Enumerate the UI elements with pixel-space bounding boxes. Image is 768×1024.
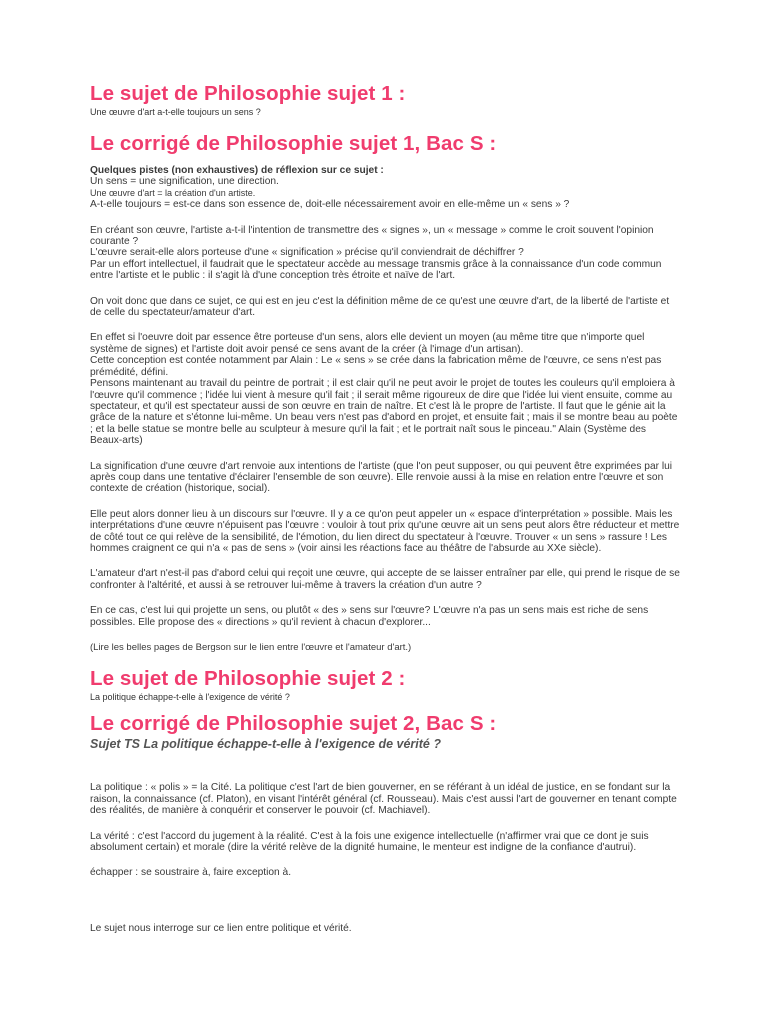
correction-2-subtitle: Sujet TS La politique échappe-t-elle à l'exigence de vérité ? bbox=[90, 737, 441, 752]
paragraph: Une œuvre d'art = la création d'un artiste. bbox=[90, 187, 256, 198]
paragraph: En effet si l'oeuvre doit par essence être porteuse d'un sens, alors elle devient un moyen (au même titre que n'importe quel système de signes) et l'artiste doit avoir pensé ce sens avant de la créer (à l'image d'un artisan). bbox=[90, 332, 645, 355]
correction-2-heading: Le corrigé de Philosophie sujet 2, Bac S : bbox=[90, 712, 497, 736]
correction-1-lead: Quelques pistes (non exhaustives) de réflexion sur ce sujet : bbox=[90, 165, 384, 176]
paragraph: Par un effort intellectuel, il faudrait que le spectateur accède au message transmis grâce à la connaissance d'un code commun entre l'artiste et le public : il s'agit là d'une conception très étroite et naïve de l'art. bbox=[90, 258, 662, 282]
paragraph: L'œuvre serait-elle alors porteuse d'une « signification » précise qu'il conviendrait de déchiffrer ? bbox=[90, 247, 524, 259]
document-page bbox=[90, 82, 680, 934]
paragraph: Un sens = une signification, une direction. bbox=[90, 176, 279, 188]
paragraph: Le sujet nous interroge sur ce lien entre politique et vérité. bbox=[90, 922, 352, 934]
paragraph: Elle peut alors donner lieu à un discours sur l'œuvre. Il y a ce qu'on peut appeler un « espace d'interprétation » possible. Mais les interprétations d'une œuvre n'épuisent pas l'œuvre : vouloir à tout prix qu'une œuvre ait un sens peut alors être réducteur et mettre de côté tout ce qui relève de la sensibilité, de l'émotion, du lien direct du spectateur à l'œuvre. Trouver « un sens » rassure ! Les hommes craignent ce qui n'a « pas de sens » (voir ainsi les réactions face au théâtre de l'absurde au XXe siècle). bbox=[90, 508, 680, 554]
paragraph: On voit donc que dans ce sujet, ce qui est en jeu c'est la définition même de ce qu'est une œuvre d'art, de la liberté de l'artiste et de celle du spectateur/amateur d'art. bbox=[90, 295, 670, 319]
paragraph: La signification d'une œuvre d'art renvoie aux intentions de l'artiste (que l'on peut supposer, ou qui peuvent être exprimées par lui après coup dans une tentative d'éclairer l'ensemble de son œuvre). Elle renvoie aussi à la mise en relation entre l'œuvre et son contexte de création (historique, social). bbox=[90, 460, 673, 495]
paragraph: En ce cas, c'est lui qui projette un sens, ou plutôt « des » sens sur l'œuvre? L'œuvre n'a pas un sens mais est riche de sens possibles. Elle propose des « directions » qu'il revient à chacun d'explorer... bbox=[90, 605, 649, 628]
paragraph: La politique : « polis » = la Cité. La politique c'est l'art de bien gouverner, en se référant à un idéal de justice, en se fondant sur la raison, la connaissance (cf. Platon), en visant l'intérêt général (cf. Rousseau). Mais c'est aussi l'art de gouverner en tenant compte des réalités, de manière à conquérir et conserver le pouvoir (cf. Machiavel). bbox=[90, 782, 677, 817]
subject-2-question: La politique échappe-t-elle à l'exigence de vérité ? bbox=[90, 692, 290, 703]
paragraph: En créant son œuvre, l'artiste a-t-il l'intention de transmettre des « signes », un « message » comme le croit souvent l'opinion courante ? bbox=[90, 224, 654, 248]
subject-1-question: Une œuvre d'art a-t-elle toujours un sens ? bbox=[90, 107, 261, 117]
correction-1-heading: Le corrigé de Philosophie sujet 1, Bac S : bbox=[90, 132, 497, 155]
paragraph: (Lire les belles pages de Bergson sur le lien entre l'œuvre et l'amateur d'art.) bbox=[90, 642, 412, 653]
subject-1-heading: Le sujet de Philosophie sujet 1 : bbox=[90, 82, 406, 105]
subject-2-heading: Le sujet de Philosophie sujet 2 : bbox=[90, 667, 406, 691]
paragraph: Pensons maintenant au travail du peintre de portrait ; il est clair qu'il ne peut avoir le projet de toutes les couleurs qu'il emploiera à l'œuvre qu'il commence ; l'idée lui vient à mesure qu'il fait ; il serait même rigoureux de dire que l'idée lui vient ensuite, comme au spectateur, et qu'il est spectateur aussi de son œuvre en train de naître. Et c'est là le propre de l'artiste. Il faut que le génie ait la grâce de la nature et s'étonne lui-même. Un beau vers n'est pas d'abord en projet, et ensuite fait ; mais il se montre beau au poète ; et la belle statue se montre belle au sculpteur à mesure qu'il la fait ; et le portrait naît sous le pinceau." Alain (Système des Beaux-arts) bbox=[90, 378, 678, 447]
paragraph: échapper : se soustraire à, faire exception à. bbox=[90, 867, 292, 879]
paragraph: A-t-elle toujours = est-ce dans son essence de, doit-elle nécessairement avoir en elle-même un « sens » ? bbox=[90, 199, 570, 211]
paragraph: L'amateur d'art n'est-il pas d'abord celui qui reçoit une œuvre, qui accepte de se laisser entraîner par elle, qui prend le risque de se confronter à l'altérité, et aussi à se retrouver lui-même à travers la création d'un autre ? bbox=[90, 568, 680, 591]
paragraph: Cette conception est contée notamment par Alain : Le « sens » se crée dans la fabrication même de l'œuvre, ce sens n'est pas prémédité, défini. bbox=[90, 355, 662, 378]
paragraph: La vérité : c'est l'accord du jugement à la réalité. C'est à la fois une exigence intellectuelle (n'affirmer vrai que ce dont je suis absolument certain) et morale (dire la vérité relève de la dignité humaine, le menteur est indigne de la confiance d'autrui). bbox=[90, 830, 649, 854]
